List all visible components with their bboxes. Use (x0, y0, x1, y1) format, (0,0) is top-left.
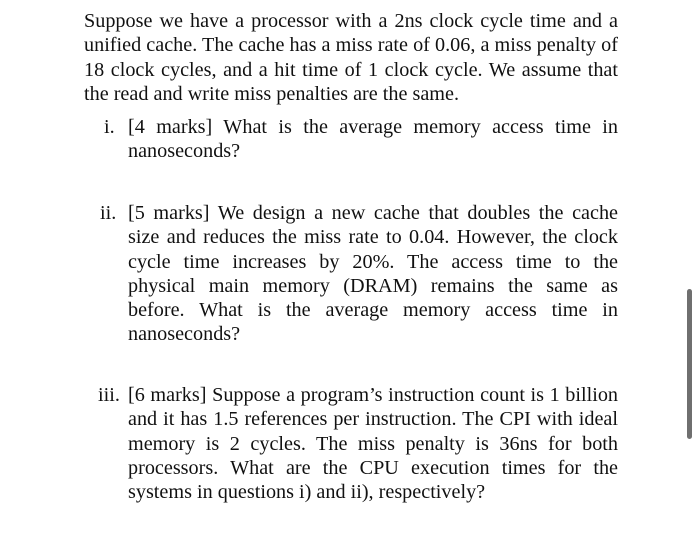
question-marks: [6 marks] (128, 384, 207, 406)
question-body: Suppose a program’s instruction count is 1 billion and it has 1.5 references per instruction. The CPI with ideal memory is 2 cycles. The miss penalty is 36ns for both processors. What are the CPU execution times for the systems in questions i) and ii), respectively? (128, 384, 619, 504)
question-iii (84, 383, 618, 508)
question-marks: [5 marks] (128, 202, 210, 224)
vertical-scrollbar[interactable] (687, 289, 692, 439)
question-marks: [4 marks] (128, 116, 213, 138)
question-body: We design a new cache that doubles the cache size and reduces the miss rate to 0.04. However, the clock cycle time increases by 20%. The access time to the physical main memory (DRAM) remains the same as before. What is the average memory access time in nanoseconds? (128, 202, 619, 346)
question-body: What is the average memory access time in nanoseconds? (128, 116, 619, 163)
question-text (128, 201, 618, 347)
question-text (128, 115, 618, 164)
problem-intro: Suppose we have a processor with a 2ns clock cycle time and a unified cache. The cache has a miss rate of 0.06, a miss penalty of 18 clock cycles, and a hit time of 1 clock cycle. We assume that the read and write miss penalties are the same. (84, 10, 618, 105)
question-ii (84, 201, 618, 351)
question-number: i. (104, 116, 115, 138)
question-i (84, 115, 618, 165)
question-text (128, 383, 618, 504)
question-number: ii. (100, 202, 117, 224)
question-number: iii. (98, 384, 120, 406)
